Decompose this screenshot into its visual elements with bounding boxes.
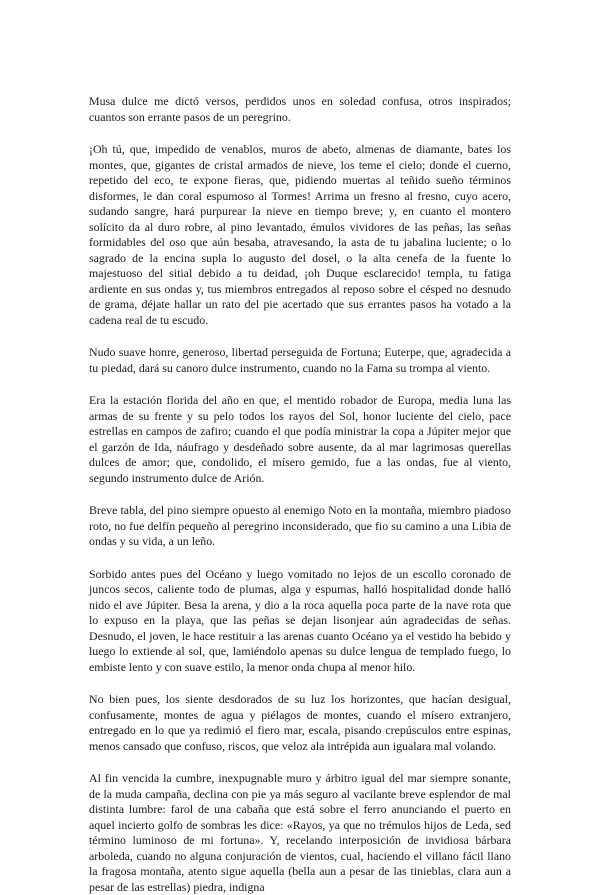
paragraph-3: Nudo suave honre, generoso, libertad perseguida de Fortuna; Euterpe, que, agradecida a tu piedad, dará su canoro dulce instrumento, cuando no la Fama su trompa al viento. bbox=[89, 345, 511, 375]
paragraph-5: Breve tabla, del pino siempre opuesto al enemigo Noto en la montaña, miembro piadoso roto, no fue delfín pequeño al peregrino inconsiderado, que fio su camino a una Libia de ondas y su vida, a un leño. bbox=[89, 503, 511, 548]
document-page bbox=[89, 94, 511, 895]
paragraph-6: Sorbido antes pues del Océano y luego vomitado no lejos de un escollo coronado de juncos secos, caliente todo de plumas, alga y espumas, halló hospitalidad donde halló nido el ave Júpiter. Besa la arena, y dio a la roca aquella poca parte de la nave rota que lo expuso en la playa, que las peñas se dejan lisonjear aún agradecidas de señas. Desnudo, el joven, le hace restituir a las arenas cuanto Océano ya el vestido ha bebido y luego lo extiende al sol, que, lamiéndolo apenas su dulce lengua de templado fuego, lo embiste lento y con suave estilo, la menor onda chupa al menor hilo. bbox=[89, 566, 511, 674]
paragraph-4: Era la estación florida del año en que, el mentido robador de Europa, media luna las armas de su frente y su pelo todos los rayos del Sol, honor luciente del cielo, pace estrellas en campos de zafiro; cuando el que podía ministrar la copa a Júpiter mejor que el garzón de Ida, náufrago y desdeñado sobre ausente, da al mar lagrimosas querellas dulces de amor; que, condolido, el mísero gemido, fue a las ondas, fue al viento, segundo instrumento dulce de Arión. bbox=[89, 393, 511, 485]
paragraph-7: No bien pues, los siente desdorados de su luz los horizontes, que hacían desigual, confusamente, montes de agua y piélagos de montes, cuando el mísero extranjero, entregado en lo que ya redimió el fiero mar, escala, pisando crepúsculos entre espinas, menos cansado que confuso, riscos, que veloz ala intrépida aun igualara mal volando. bbox=[89, 692, 511, 753]
paragraph-2: ¡Oh tú, que, impedido de venablos, muros de abeto, almenas de diamante, bates los montes, que, gigantes de cristal armados de nieve, los teme el cielo; donde el cuerno, repetido del eco, te expone fieras, que, pidiendo muertas al teñido sueño términos disformes, le dan coral espumoso al Tormes! Arrima un fresno al fresno, cuyo acero, sudando sangre, hará purpurear la nieve en tiempo breve; y, en cuanto el montero solícito da al duro robre, al pino levantado, émulos vividores de las peñas, las señas formidables del oso que aún besaba, atravesando, la asta de tu jabalina luciente; o lo sagrado de la encina supla lo augusto del dosel, o la alta cenefa de la fuente lo majestuoso del sitial debido a tu deidad, ¡oh Duque esclarecido! templa, tu fatiga ardiente en sus ondas y, tus miembros entregados al reposo sobre el césped no desnudo de grama, déjate hallar un rato del pie acertado que sus errantes pasos ha votado a la cadena real de tu escudo. bbox=[89, 142, 511, 327]
paragraph-1: Musa dulce me dictó versos, perdidos unos en soledad confusa, otros inspirados; cuantos son errante pasos de un peregrino. bbox=[89, 94, 511, 124]
paragraph-8: Al fin vencida la cumbre, inexpugnable muro y árbitro igual del mar siempre sonante, de la muda campaña, declina con pie ya más seguro al vacilante breve esplendor de mal distinta lumbre: farol de una cabaña que está sobre el ferro anunciando el puerto en aquel incierto golfo de sombras les dice: «Rayos, ya que no trémulos hijos de Leda, sed término luminoso de mi fortuna». Y, recelando interposición de invidiosa bárbara arboleda, cuando no alguna conjuración de vientos, cual, haciendo el villano fácil llano la fragosa montaña, atento sigue aquella (bella aun a pesar de las tinieblas, clara aun a pesar de las estrellas) piedra, indigna bbox=[89, 771, 511, 894]
